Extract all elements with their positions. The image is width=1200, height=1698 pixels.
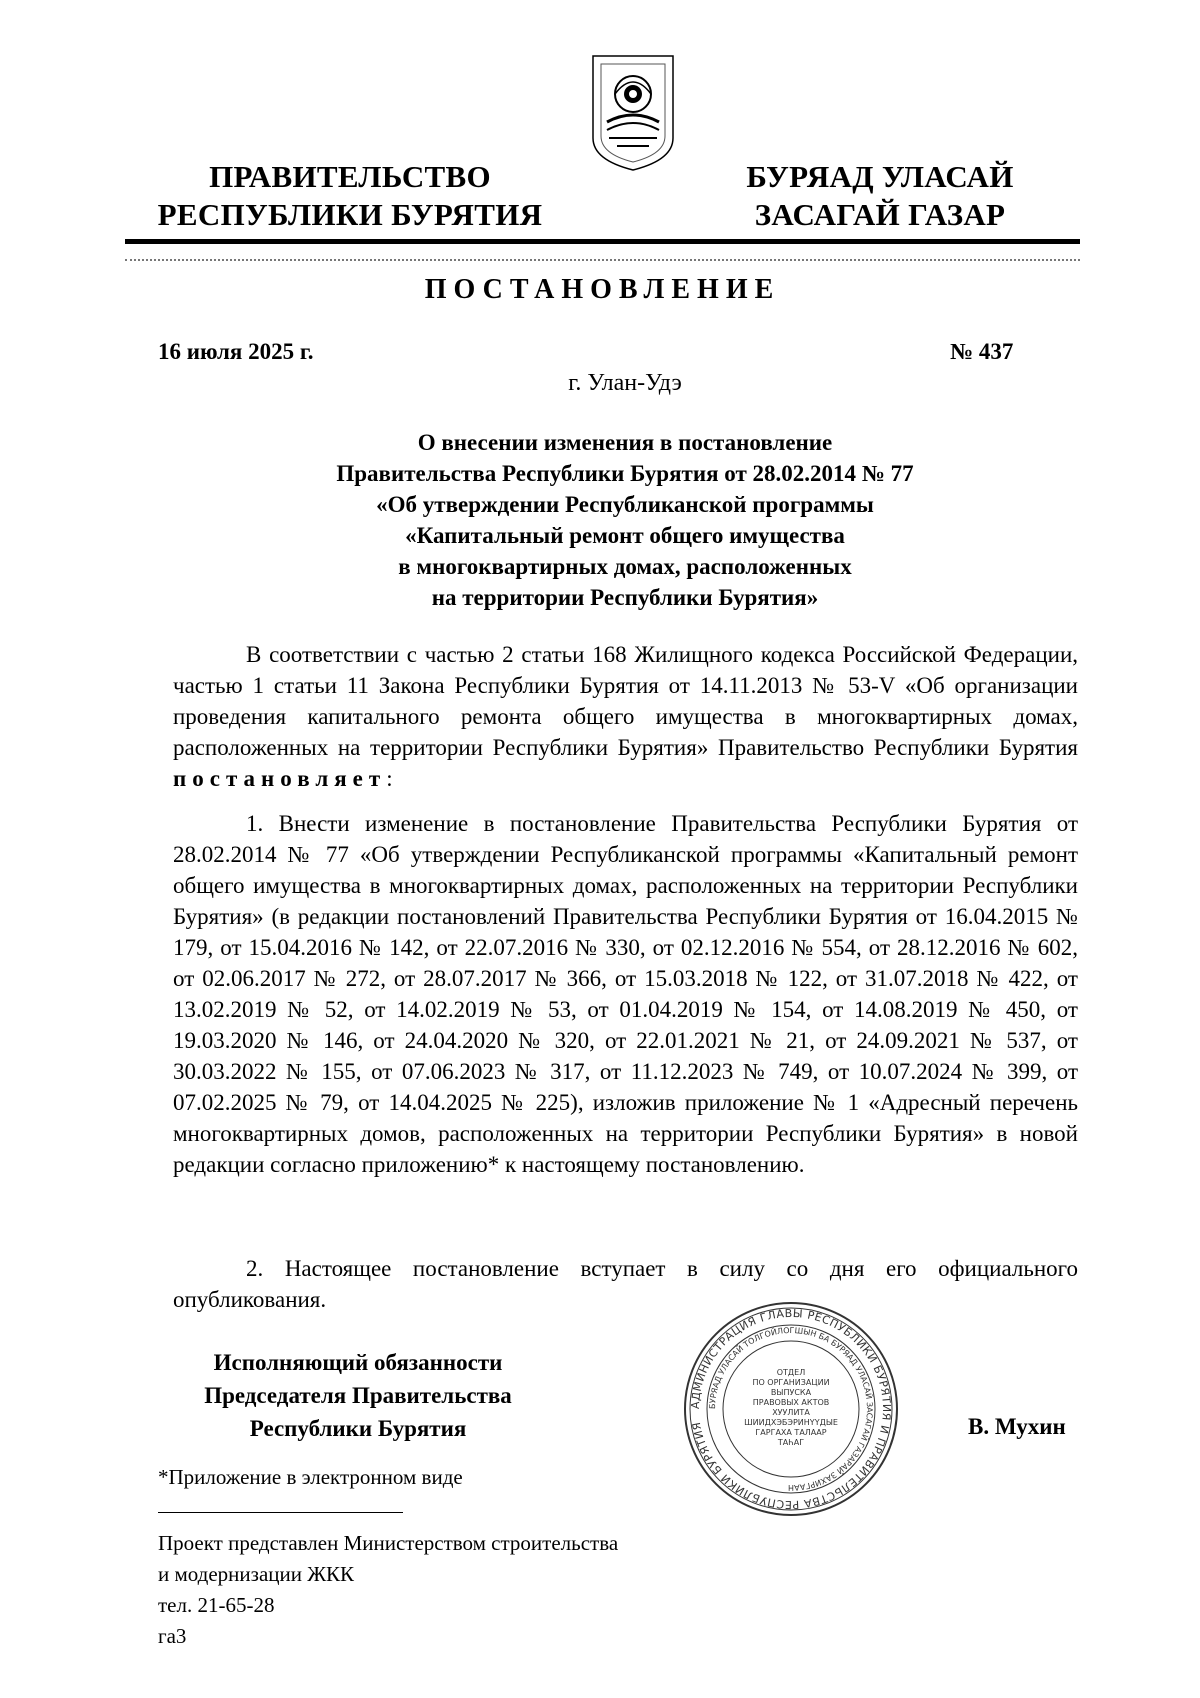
title-line: «Капитальный ремонт общего имущества <box>405 523 845 548</box>
document-type: ПОСТАНОВЛЕНИЕ <box>424 274 781 305</box>
title-line: «Об утверждении Республиканской программы <box>376 492 874 517</box>
seal-center-line: ХУУЛИТА <box>772 1408 810 1417</box>
preamble-text: В соответствии с частью 2 статьи 168 Жилищного кодекса Российской Федерации, частью 1 статьи 11 Закона Республики Бурятия от 14.11.2013 № 53-V «Об организации проведения капитального ремонта общего имущества в многоквартирных домах, расположенных на территории Республики Бурятия» Правительство Республики Бурятия <box>173 642 1078 760</box>
document-number: № 437 <box>950 339 1014 364</box>
coat-of-arms-icon <box>587 52 679 174</box>
title-line: Правительства Республики Бурятия от 28.02.2014 № 77 <box>336 461 914 486</box>
seal-center-line: ТАҺАГ <box>777 1438 805 1447</box>
signatory-title <box>158 1346 558 1445</box>
signatory-title-line1: Исполняющий обязанности <box>213 1350 503 1375</box>
footer-line1: Проект представлен Министерством строительства <box>158 1531 619 1555</box>
preamble-end: : <box>386 766 393 791</box>
footer-line2: и модернизации ЖКК <box>158 1562 355 1586</box>
header-left <box>150 158 550 234</box>
item-1-paragraph: 1. Внести изменение в постановление Правительства Республики Бурятия от 28.02.2014 № 77 «Об утверждении Республиканской программы «Капитальный ремонт общего имущества в многоквартирных домах, расположенных на территории Республики Бурятия» (в редакции постановлений Правительства Республики Бурятия от 16.04.2015 № 179, от 15.04.2016 № 142, от 22.07.2016 № 330, от 02.12.2016 № 554, от 28.12.2016 № 602, от 02.06.2017 № 272, от 28.07.2017 № 366, от 15.03.2018 № 122, от 31.07.2018 № 422, от 13.02.2019 № 52, от 14.02.2019 № 53, от 01.04.2019 № 154, от 14.08.2019 № 450, от 19.03.2020 № 146, от 24.04.2020 № 320, от 22.01.2021 № 21, от 24.09.2021 № 537, от 30.03.2022 № 155, от 07.06.2023 № 317, от 11.12.2023 № 749, от 10.07.2024 № 399, от 07.02.2025 № 79, от 14.04.2025 № 225), изложив приложение № 1 «Адресный перечень многоквартирных домов, расположенных на территории Республики Бурятия» в новой редакции согласно приложению* к настоящему постановлению. <box>173 811 1078 1177</box>
header-divider-thick <box>125 239 1080 244</box>
footer-note <box>158 1528 618 1621</box>
seal-center-line: ВЫПУСКА <box>770 1388 812 1397</box>
header-left-line1: ПРАВИТЕЛЬСТВО <box>209 159 491 194</box>
document-date: 16 июля 2025 г. <box>158 339 314 364</box>
document-city: г. Улан-Удэ <box>568 370 682 396</box>
preamble-paragraph <box>173 639 1078 794</box>
header-right <box>730 158 1030 234</box>
item-2-paragraph: 2. Настоящее постановление вступает в силу со дня его официального опубликования. <box>173 1256 1078 1312</box>
seal-center-line: ПО ОРГАНИЗАЦИИ <box>752 1378 830 1387</box>
title-line: в многоквартирных домах, расположенных <box>398 554 852 579</box>
seal-center-line: ОТДЕЛ <box>776 1368 806 1377</box>
official-seal <box>682 1300 900 1518</box>
decree-word: постановляет <box>173 766 387 791</box>
header-divider-thin <box>125 259 1080 261</box>
header-right-line2: ЗАСАГАЙ ГАЗАР <box>754 197 1006 232</box>
header-right-line1: БУРЯАД УЛАСАЙ <box>746 159 1014 194</box>
header-left-line2: РЕСПУБЛИКИ БУРЯТИЯ <box>157 197 543 232</box>
annex-note: *Приложение в электронном виде <box>158 1465 463 1489</box>
document-title <box>125 427 1125 613</box>
footer-line3: тел. 21-65-28 <box>158 1593 275 1617</box>
title-line: на территории Республики Бурятия» <box>431 585 819 610</box>
seal-inner-text: БУРЯАД УЛАСАЙ ТОЛГОЙЛОГШЫН БА БУРЯАД УЛАСАЙ ЗАСАГАЙ ГАЗАРАЙ ЗАХИРГААН <box>707 1325 875 1493</box>
seal-center-line: ГАРГАХА ТАЛААР <box>755 1428 827 1437</box>
seal-center-line: ШИИДХЭБЭРИНҮҮДЫЕ <box>744 1418 838 1427</box>
title-line: О внесении изменения в постановление <box>417 430 833 455</box>
signatory-name: В. Мухин <box>968 1414 1066 1439</box>
index-code: га3 <box>158 1624 187 1648</box>
signatory-title-line2: Председателя Правительства <box>204 1383 512 1408</box>
seal-outer-text: АДМИНИСТРАЦИЯ ГЛАВЫ РЕСПУБЛИКИ БУРЯТИЯ И ПРАВИТЕЛЬСТВА РЕСПУБЛИКИ БУРЯТИЯ <box>688 1306 894 1512</box>
footer-divider <box>158 1512 403 1513</box>
seal-center-line: ПРАВОВЫХ АКТОВ <box>752 1398 830 1407</box>
signatory-title-line3: Республики Бурятия <box>249 1416 467 1441</box>
